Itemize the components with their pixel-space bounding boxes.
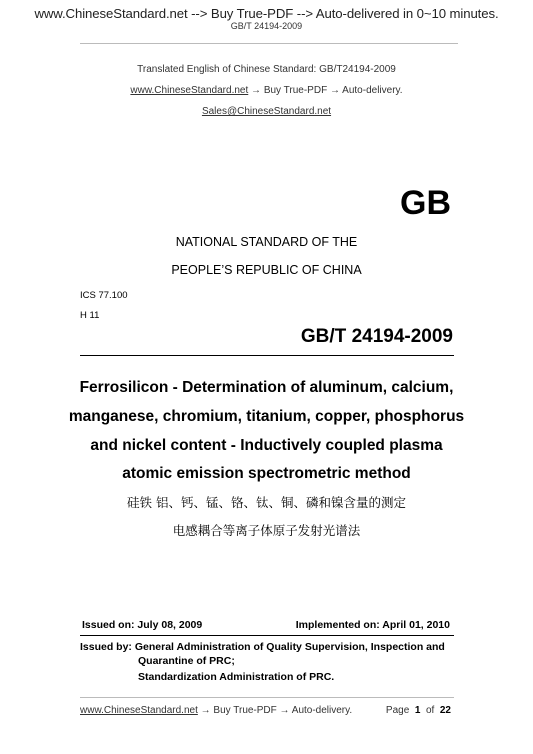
header-divider	[80, 43, 458, 44]
title-line-2: manganese, chromium, titanium, copper, phosphorus	[68, 408, 465, 425]
translation-buy-line	[0, 85, 533, 96]
title-line-3: and nickel content - Inductively coupled plasma	[90, 437, 443, 454]
title-line-1: Ferrosilicon - Determination of aluminum, calcium,	[79, 379, 454, 396]
translation-note: Translated English of Chinese Standard: GB/T24194-2009	[137, 64, 396, 75]
page-current: 1	[414, 705, 421, 716]
footer-divider	[80, 697, 454, 698]
page-of: of	[425, 705, 435, 716]
h-code: H 11	[80, 310, 100, 321]
buy-text: → Buy True-PDF → Auto-delivery.	[248, 85, 403, 96]
title-line-4: atomic emission spectrometric method	[122, 465, 411, 482]
national-standard-line1: NATIONAL STANDARD OF THE	[175, 235, 358, 249]
issued-on-date: Issued on: July 08, 2009	[82, 619, 203, 631]
issued-by-line-3: Standardization Administration of PRC.	[138, 671, 335, 683]
page-label: Page	[385, 705, 410, 716]
footer-buy-line	[80, 705, 352, 716]
footer-buy-text: → Buy True-PDF → Auto-delivery.	[197, 705, 353, 716]
ics-code: ICS 77.100	[80, 290, 128, 301]
issued-by-line-2: Quarantine of PRC;	[138, 655, 235, 667]
header-standard-code: GB/T 24194-2009	[230, 21, 303, 31]
email-link[interactable]: Sales@ChineseStandard.net	[201, 106, 332, 117]
website-link[interactable]: www.ChineseStandard.net	[130, 85, 249, 96]
page-total: 22	[439, 705, 451, 716]
standard-number-rule	[80, 355, 454, 356]
chinese-title-line-1: 硅铁 铝、钙、锰、铬、钛、铜、磷和镍含量的测定	[127, 495, 406, 510]
standard-number: GB/T 24194-2009	[300, 326, 453, 347]
top-banner[interactable]: www.ChineseStandard.net --> Buy True-PDF --> Auto-delivered in 0~10 minutes.	[34, 6, 499, 21]
dates-rule	[80, 635, 454, 636]
email-line	[0, 106, 533, 117]
national-standard-line2: PEOPLE’S REPUBLIC OF CHINA	[171, 263, 362, 277]
footer-website-link[interactable]: www.ChineseStandard.net	[80, 705, 198, 716]
gb-mark: GB	[400, 184, 451, 222]
issued-by: Issued by: General Administration of Quality Supervision, Inspection and	[80, 641, 445, 653]
page-indicator	[386, 705, 451, 716]
implemented-on-date: Implemented on: April 01, 2010	[295, 619, 450, 631]
chinese-title-line-2: 电感耦合等离子体原子发射光谱法	[172, 523, 361, 538]
